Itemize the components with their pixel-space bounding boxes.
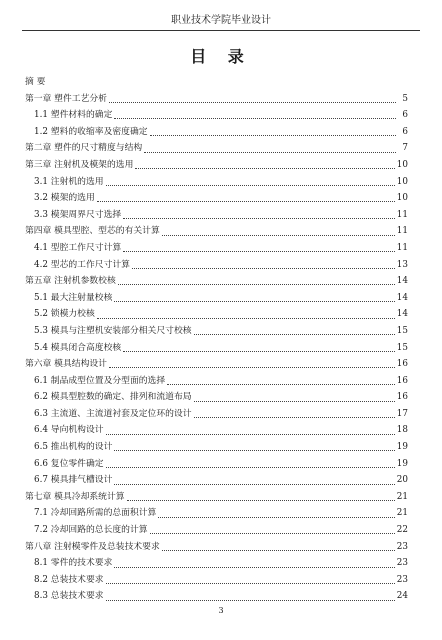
toc-leader-dots xyxy=(194,333,395,335)
toc-entry[interactable] xyxy=(25,207,408,224)
toc-entry[interactable] xyxy=(25,522,408,539)
toc-entry-page: 18 xyxy=(396,425,408,436)
toc-entry[interactable] xyxy=(25,472,408,489)
toc-leader-dots xyxy=(97,317,395,319)
toc-entry-page: 19 xyxy=(396,442,408,453)
toc-entry[interactable] xyxy=(25,555,408,572)
toc-entry[interactable] xyxy=(25,489,408,506)
toc-entry-label: 8.1 零件的技术要求 xyxy=(34,558,113,569)
toc-entry-page: 15 xyxy=(396,342,408,353)
toc-entry-page: 11 xyxy=(396,226,408,237)
toc-leader-dots xyxy=(114,300,394,302)
toc-entry[interactable] xyxy=(25,505,408,522)
page-title: 目 录 xyxy=(190,47,252,66)
toc-entry-page: 23 xyxy=(396,541,408,552)
toc-entry[interactable] xyxy=(25,323,408,340)
toc-entry-label: 4.1 型腔工作尺寸计算 xyxy=(34,242,122,253)
toc-entry[interactable] xyxy=(25,240,408,257)
toc-entry-label: 第七章 模具冷却系统计算 xyxy=(25,491,125,502)
toc-entry-page: 7 xyxy=(402,143,408,154)
toc-entry-label: 6.6 复位零件确定 xyxy=(34,458,104,469)
toc-leader-dots xyxy=(194,400,395,402)
toc-entry-page: 6 xyxy=(402,126,408,137)
toc-entry-label: 第四章 模具型腔、型芯的有关计算 xyxy=(25,226,160,237)
toc-leader-dots xyxy=(127,499,395,501)
toc-entry-label: 5.4 模具闭合高度校核 xyxy=(34,342,122,353)
toc-leader-dots xyxy=(114,566,394,568)
toc-entry-label: 第二章 塑件的尺寸精度与结构 xyxy=(25,143,143,154)
toc-leader-dots xyxy=(158,516,394,518)
toc-leader-dots xyxy=(109,366,395,368)
toc-entry-page: 16 xyxy=(396,375,408,386)
toc-entry-label: 6.5 推出机构的设计 xyxy=(34,442,113,453)
toc-entry[interactable] xyxy=(25,174,408,191)
toc-entry[interactable] xyxy=(25,157,408,174)
toc-entry[interactable] xyxy=(25,406,408,423)
toc-entry[interactable] xyxy=(25,439,408,456)
toc-entry[interactable] xyxy=(25,539,408,556)
toc-entry[interactable] xyxy=(25,572,408,589)
toc-entry-page: 11 xyxy=(396,209,408,220)
page-header: 职业技术学院毕业设计 xyxy=(22,11,420,31)
toc-entry-label: 6.4 导向机构设计 xyxy=(34,425,104,436)
toc-leader-dots xyxy=(106,599,395,601)
toc-entry[interactable] xyxy=(25,74,408,91)
toc-leader-dots xyxy=(97,200,395,202)
toc-entry[interactable] xyxy=(25,588,408,605)
toc-entry-label: 3.1 注射机的选用 xyxy=(34,176,104,187)
toc-entry[interactable] xyxy=(25,290,408,307)
toc-leader-dots xyxy=(123,350,395,352)
toc-leader-dots xyxy=(106,466,395,468)
toc-entry-label: 5.3 模具与注塑机安装部分相关尺寸校核 xyxy=(34,325,192,336)
toc-leader-dots xyxy=(167,383,395,385)
toc-entry-label: 8.3 总装技术要求 xyxy=(34,591,104,602)
page-number: 3 xyxy=(218,606,224,615)
toc-entry-label: 1.1 塑件材料的确定 xyxy=(34,110,113,121)
toc-leader-dots xyxy=(162,549,395,551)
toc-leader-dots xyxy=(109,101,396,103)
toc-entry[interactable] xyxy=(25,190,408,207)
toc-entry-label: 7.1 冷却回路所需的总面积计算 xyxy=(34,508,157,519)
toc-entry-page: 13 xyxy=(396,259,408,270)
toc-entry-label: 5.1 最大注射量校核 xyxy=(34,292,113,303)
toc-entry-page: 14 xyxy=(396,292,408,303)
toc-entry-label: 6.2 模具型腔数的确定、排列和流道布局 xyxy=(34,392,192,403)
toc-entry-label: 1.2 塑料的收缩率及密度确定 xyxy=(34,126,148,137)
toc-entry-page: 24 xyxy=(396,591,408,602)
toc-entry-label: 第三章 注射机及模架的选用 xyxy=(25,159,134,170)
table-of-contents xyxy=(25,74,408,605)
toc-entry-page: 16 xyxy=(396,392,408,403)
toc-leader-dots xyxy=(194,416,395,418)
toc-entry-page: 15 xyxy=(396,325,408,336)
toc-entry-label: 3.2 模架的选用 xyxy=(34,193,95,204)
toc-entry[interactable] xyxy=(25,389,408,406)
toc-entry-label: 7.2 冷却回路的总长度的计算 xyxy=(34,525,148,536)
toc-entry-label: 5.2 锁模力校核 xyxy=(34,309,95,320)
toc-entry-page: 10 xyxy=(396,176,408,187)
toc-entry-page: 22 xyxy=(396,525,408,536)
toc-leader-dots xyxy=(106,433,395,435)
toc-entry[interactable] xyxy=(25,422,408,439)
toc-entry-label: 4.2 型芯的工作尺寸计算 xyxy=(34,259,130,270)
toc-entry[interactable] xyxy=(25,340,408,357)
toc-entry-label: 第五章 注射机参数校核 xyxy=(25,276,116,287)
toc-entry-label: 摘 要 xyxy=(25,77,46,87)
toc-entry-label: 3.3 模架周界尺寸选择 xyxy=(34,209,122,220)
toc-entry[interactable] xyxy=(25,373,408,390)
toc-entry-label: 第八章 注射模零件及总装技术要求 xyxy=(25,541,160,552)
toc-entry-page: 10 xyxy=(396,193,408,204)
toc-leader-dots xyxy=(123,217,395,219)
toc-entry-page: 11 xyxy=(396,242,408,253)
toc-leader-dots xyxy=(123,250,395,252)
toc-entry-page: 14 xyxy=(396,276,408,287)
toc-entry-page: 21 xyxy=(396,508,408,519)
toc-entry-page: 5 xyxy=(402,93,408,104)
toc-entry[interactable] xyxy=(25,91,408,108)
toc-leader-dots xyxy=(114,483,394,485)
toc-entry[interactable] xyxy=(25,107,408,124)
toc-leader-dots xyxy=(106,582,395,584)
toc-entry-label: 第一章 塑件工艺分析 xyxy=(25,93,107,104)
toc-entry-page: 19 xyxy=(396,458,408,469)
toc-entry-page: 23 xyxy=(396,558,408,569)
toc-leader-dots xyxy=(114,449,394,451)
toc-leader-dots xyxy=(144,151,396,153)
toc-entry[interactable] xyxy=(25,124,408,141)
toc-leader-dots xyxy=(150,532,395,534)
toc-leader-dots xyxy=(106,184,395,186)
toc-entry[interactable] xyxy=(25,306,408,323)
toc-entry-page: 20 xyxy=(396,475,408,486)
toc-entry-page: 6 xyxy=(402,110,408,121)
toc-entry-label: 8.2 总装技术要求 xyxy=(34,574,104,585)
toc-entry-page: 21 xyxy=(396,491,408,502)
toc-entry-page: 16 xyxy=(396,359,408,370)
toc-entry[interactable] xyxy=(25,140,408,157)
toc-entry-label: 6.7 模具排气槽设计 xyxy=(34,475,113,486)
toc-entry-label: 6.3 主流道、主流道衬套及定位环的设计 xyxy=(34,408,192,419)
toc-entry-label: 6.1 制品成型位置及分型面的选择 xyxy=(34,375,166,386)
toc-entry[interactable] xyxy=(25,223,408,240)
toc-leader-dots xyxy=(162,234,395,236)
toc-entry-page: 17 xyxy=(396,408,408,419)
toc-entry-page: 14 xyxy=(396,309,408,320)
toc-entry[interactable] xyxy=(25,257,408,274)
toc-leader-dots xyxy=(150,134,396,136)
toc-entry[interactable] xyxy=(25,356,408,373)
toc-entry-label: 第六章 模具结构设计 xyxy=(25,359,107,370)
toc-leader-dots xyxy=(132,267,395,269)
toc-entry[interactable] xyxy=(25,456,408,473)
toc-entry-page: 10 xyxy=(396,159,408,170)
toc-leader-dots xyxy=(114,117,396,119)
toc-leader-dots xyxy=(118,283,395,285)
toc-entry-page: 23 xyxy=(396,574,408,585)
toc-entry[interactable] xyxy=(25,273,408,290)
toc-leader-dots xyxy=(135,167,394,169)
